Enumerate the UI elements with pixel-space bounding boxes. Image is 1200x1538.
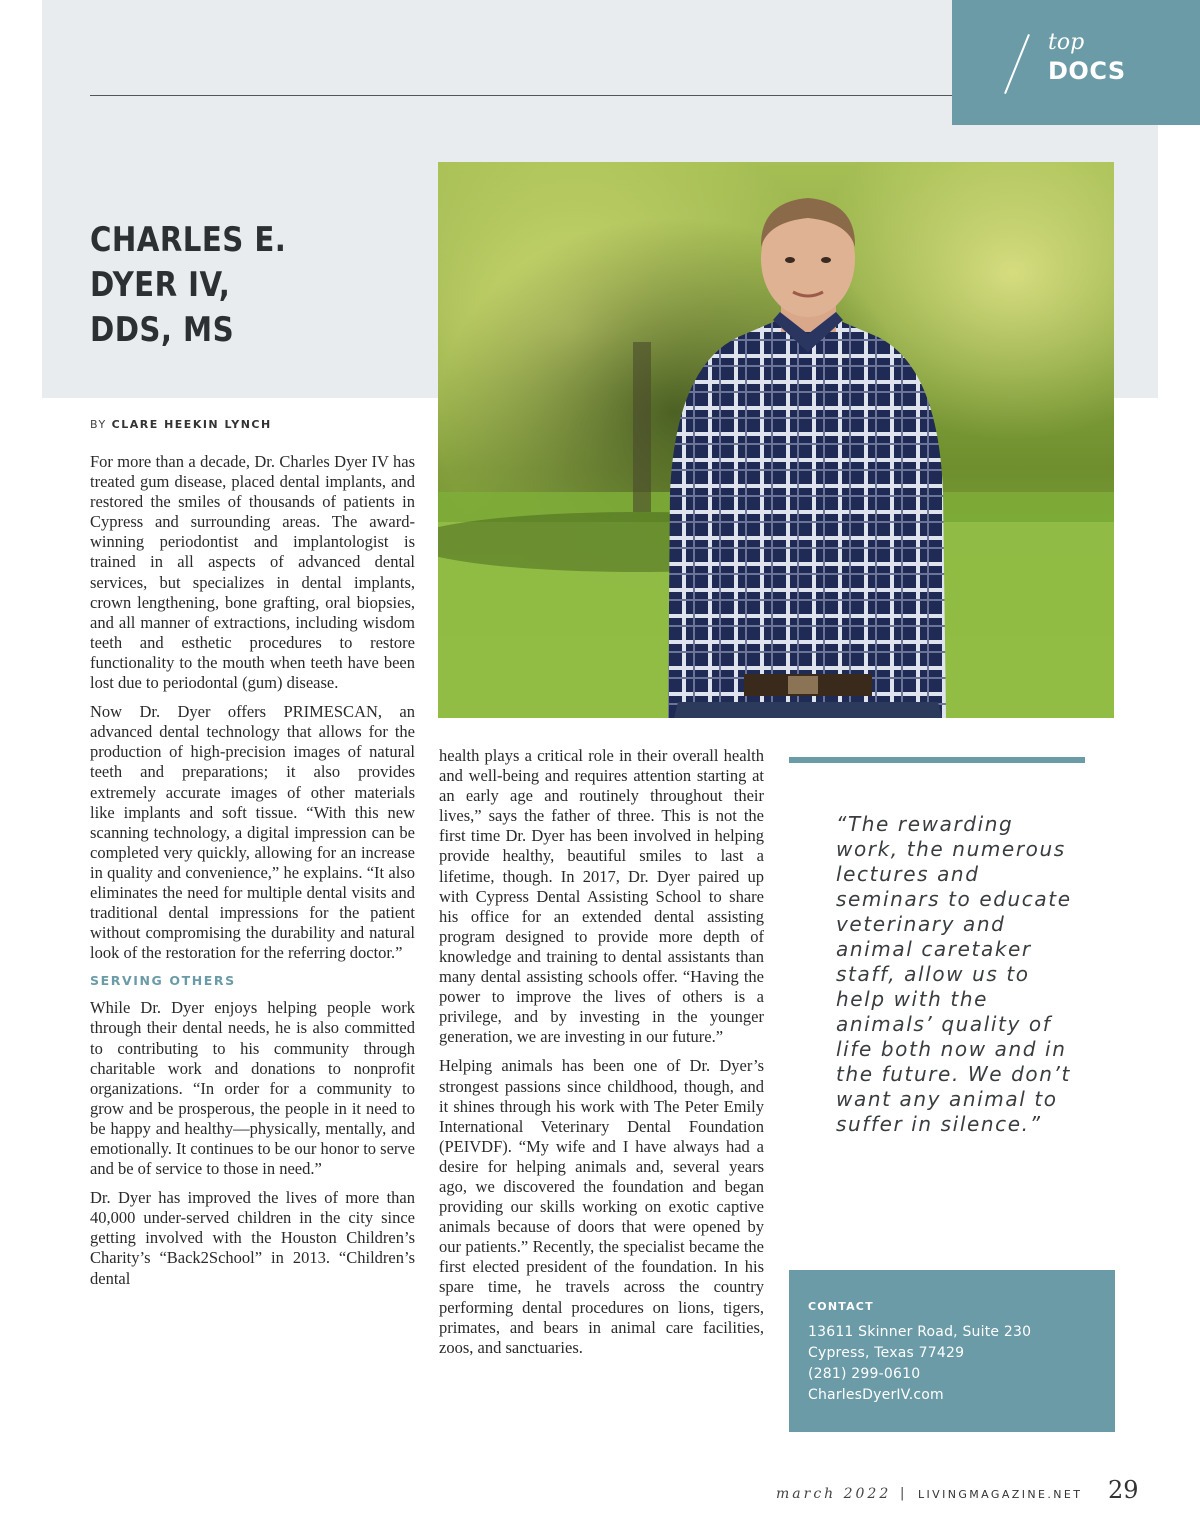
section-tag-top: top bbox=[1048, 30, 1085, 55]
contact-phone: (281) 299-0610 bbox=[808, 1366, 921, 1382]
footer-separator: | bbox=[900, 1486, 905, 1501]
byline-author: CLARE HEEKIN LYNCH bbox=[111, 418, 272, 431]
footer-issue-date: march 2022 bbox=[776, 1486, 892, 1502]
title-line-2: DDS, MS bbox=[90, 310, 235, 350]
contact-box bbox=[789, 1270, 1115, 1432]
contact-website: CharlesDyerIV.com bbox=[808, 1387, 944, 1403]
title-line-1: CHARLES E. DYER IV, bbox=[90, 220, 287, 305]
paragraph: Dr. Dyer has improved the lives of more than 40,000 under-served children in the city since getting involved with the Houston Children’s Charity’s “Back2School” in 2013. “Children’s dental bbox=[90, 1188, 415, 1288]
paragraph: While Dr. Dyer enjoys helping people work through their dental needs, he is also committed to contributing to his community through charitable work and donations to nonprofit organizations. “In order for a community to grow and be prosperous, the people in it need to be happy and healthy—physically, mentally, and emotionally. It continues to be our honor to serve and be of service to those in need.” bbox=[90, 998, 415, 1179]
article-title bbox=[90, 218, 382, 353]
contact-address-line-1: 13611 Skinner Road, Suite 230 bbox=[808, 1324, 1032, 1340]
byline bbox=[90, 418, 272, 431]
article-column-2 bbox=[439, 746, 764, 1367]
byline-prefix: BY bbox=[90, 418, 107, 431]
pull-quote-rule bbox=[789, 757, 1085, 763]
contact-heading: CONTACT bbox=[808, 1300, 874, 1313]
pull-quote: “The rewarding work, the numerous lectures and seminars to educate veterinary and animal caretaker staff, allow us to help with the animals’ quality of life both now and in the future. We don’t want any animal to suffer in silence.” bbox=[836, 812, 1072, 1136]
header-rule bbox=[90, 95, 952, 96]
paragraph: Helping animals has been one of Dr. Dyer’s strongest passions since childhood, though, and it shines through his work with The Peter Emily International Veterinary Dental Foundation (PEIVDF). “My wife and I have always had a desire for helping animals and, several years ago, we discovered the foundation and began providing our skills working on exotic captive animals because of doors that were opened by our patients.” Recently, the specialist became the first elected president of the foundation. In his spare time, he travels across the country performing dental procedures on lions, tigers, primates, and bears in animal care facilities, zoos, and sanctuaries. bbox=[439, 1056, 764, 1357]
paragraph: For more than a decade, Dr. Charles Dyer IV has treated gum disease, placed dental implants, and restored the smiles of thousands of patients in Cypress and surrounding areas. The award-winning periodontist and implantologist is trained in all aspects of advanced dental services, but specializes in dental implants, crown lengthening, bone grafting, oral biopsies, and all manner of extractions, including wisdom teeth and esthetic procedures to restore functionality to the mouth when teeth have been lost due to periodontal (gum) disease. bbox=[90, 452, 415, 693]
section-subhead: SERVING OTHERS bbox=[90, 973, 236, 989]
article-column-1 bbox=[90, 452, 415, 1298]
doctor-portrait-photo bbox=[438, 162, 1114, 718]
page-number: 29 bbox=[1108, 1476, 1139, 1504]
section-tag-docs: DOCS bbox=[1048, 57, 1126, 85]
paragraph: health plays a critical role in their overall health and well-being and requires attention starting at an early age and routinely throughout their lives,” says the father of three. This is not the first time Dr. Dyer has been involved in helping provide healthy, beautiful smiles to last a lifetime, though. In 2017, Dr. Dyer paired up with Cypress Dental Assisting School to share his office for an extended dental assisting program designed to provide more depth of knowledge and training to dental assistants than many dental assisting schools offer. “Having the power to improve the lives of others is a privilege, and by investing in the younger generation, we are investing in our future.” bbox=[439, 746, 764, 1047]
paragraph: Now Dr. Dyer offers PRIMESCAN, an advanced dental technology that allows for the production of high-precision images of natural teeth and preparations; it also provides extremely accurate images of other materials like implants and soft tissue. “With this new scanning technology, a digital impression can be completed very quickly, allowing for an increase in quality and convenience,” he explains. “It also eliminates the need for multiple dental visits and traditional dental impressions for the patient without compromising the durability and natural look of the restoration for the referring doctor.” bbox=[90, 702, 415, 963]
footer-website: LIVINGMAGAZINE.NET bbox=[918, 1488, 1083, 1501]
contact-address-line-2: Cypress, Texas 77429 bbox=[808, 1345, 965, 1361]
